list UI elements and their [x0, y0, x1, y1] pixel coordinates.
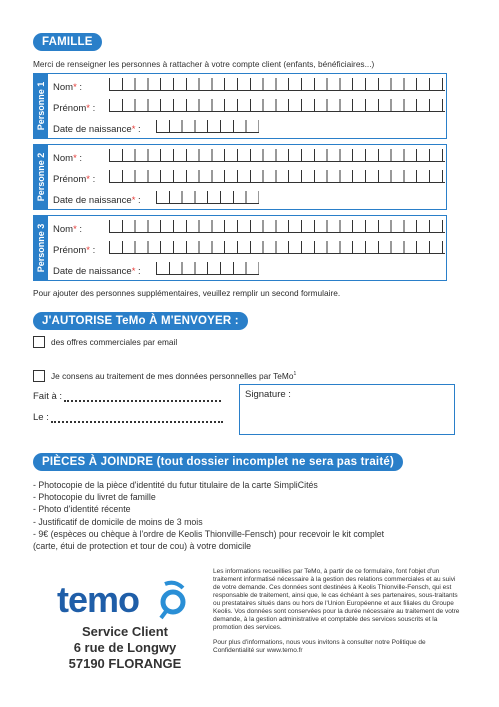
signature-box[interactable] — [239, 384, 455, 435]
person-1-nom-input[interactable] — [109, 78, 445, 91]
nom-row: Nom* : — [53, 82, 83, 93]
date-row: Date de naissance* : — [53, 124, 141, 135]
signature-label: Signature : — [245, 389, 291, 400]
offers-label: des offres commerciales par email — [51, 337, 178, 347]
date-le-row: Le : — [33, 411, 223, 423]
famille-intro: Merci de renseigner les personnes à rattacher à votre compte client (enfants, bénéficiaires...) — [33, 59, 375, 69]
pieces-header: PIÈCES À JOINDRE (tout dossier incomplet ne sera pas traité) — [33, 453, 403, 471]
nom-row: Nom* : — [53, 224, 83, 235]
service-client-address: Service Client 6 rue de Longwy 57190 FLORANGE — [68, 624, 182, 671]
temo-swirl-icon — [161, 583, 183, 618]
date-row: Date de naissance* : — [53, 266, 141, 277]
offers-option — [33, 336, 177, 348]
person-3-prenom-input[interactable] — [109, 241, 445, 254]
prenom-row: Prénom* : — [53, 103, 96, 114]
person-1-prenom-input[interactable] — [109, 99, 445, 112]
offers-checkbox[interactable] — [33, 336, 45, 348]
person-3-date-input[interactable] — [156, 262, 259, 275]
svg-text:temo: temo — [57, 580, 140, 620]
consent-option — [33, 370, 296, 382]
person-3-nom-input[interactable] — [109, 220, 445, 233]
person-2-block — [33, 144, 447, 210]
person-2-nom-input[interactable] — [109, 149, 445, 162]
prenom-row: Prénom* : — [53, 174, 96, 185]
fait-a-row: Fait à : — [33, 390, 221, 402]
person-1-tab: Personne 1 — [34, 74, 48, 138]
list-item: - Photocopie du livret de famille — [33, 492, 156, 503]
list-item: - Photocopie de la pièce d'identité du futur titulaire de la carte SimpliCités — [33, 480, 318, 490]
list-item: - Justificatif de domicile de moins de 3 mois — [33, 516, 203, 527]
person-3-tab: Personne 3 — [34, 216, 48, 280]
additional-persons-note: Pour ajouter des personnes supplémentaires, veuillez remplir un second formulaire. — [33, 288, 341, 298]
legal-notice: Les informations recueillies par TeMo, à partir de ce formulaire, font l'objet d'un traitement informatisé nécessaire à la gestion des relations commerciales et au suivi de votre demande. Ces données sont destinées à Keolis Thionville-Fensch, qui est responsable de traitement, ainsi que, le cas échéant à ses partenaires, sous-traitants ou prestataires situés dans ou hors de l'Union Européenne et aux filiales du Groupe Keolis. Vos données sont conservées pour la durée nécessaire au traitement de votre demande, à la gestion administrative et comptable des services souscrits et la promotion des services. Pour plus d'informations, nous vous invitons à consulter notre Politique de Confidentialité sur www.temo.fr — [213, 568, 460, 654]
fait-a-input[interactable] — [64, 390, 221, 402]
person-3-block — [33, 215, 447, 281]
pieces-list — [33, 479, 384, 552]
consent-label: Je consens au traitement de mes données personnelles par TeMo$^1$ — [51, 371, 297, 381]
autorise-header: J'AUTORISE TeMo À M'ENVOYER : — [33, 312, 248, 330]
person-2-tab: Personne 2 — [34, 145, 48, 209]
temo-logo — [57, 580, 197, 625]
prenom-row: Prénom* : — [53, 245, 96, 256]
nom-row: Nom* : — [53, 153, 83, 164]
list-item: (carte, étui de protection et tour de cou) à votre domicile — [33, 541, 252, 552]
list-item: - Photo d'identité récente — [33, 504, 131, 515]
person-2-prenom-input[interactable] — [109, 170, 445, 183]
person-2-date-input[interactable] — [156, 191, 259, 204]
person-1-block — [33, 73, 447, 139]
le-input[interactable] — [51, 411, 223, 423]
date-row: Date de naissance* : — [53, 195, 141, 206]
famille-header: FAMILLE — [33, 33, 102, 51]
consent-checkbox[interactable] — [33, 370, 45, 382]
list-item: - 9€ (espèces ou chèque à l'ordre de Keolis Thionville-Fensch) pour recevoir le kit complet — [33, 528, 385, 539]
person-1-date-input[interactable] — [156, 120, 259, 133]
